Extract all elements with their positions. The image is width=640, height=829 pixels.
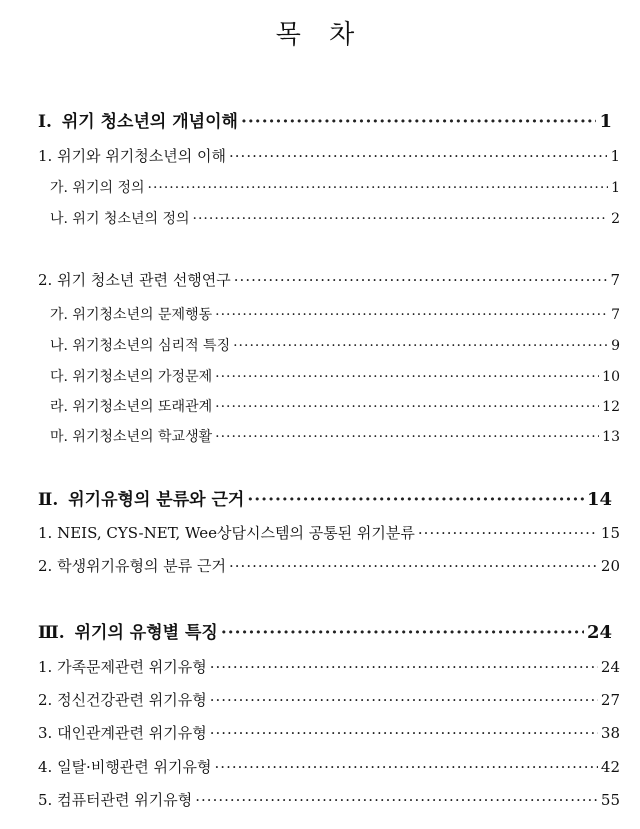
section-numeral: Ⅰ. (38, 112, 52, 132)
toc-entry[interactable] (50, 304, 620, 324)
page-number: 1 (611, 180, 620, 196)
dot-leader (418, 524, 598, 542)
toc-entry-label: 2. 위기 청소년 관련 선행연구 (38, 271, 231, 289)
section-heading-label (38, 485, 244, 510)
toc-entry[interactable] (38, 689, 620, 710)
page-number: 7 (610, 271, 620, 289)
toc-entry-label: 2. 정신건강관련 위기유형 (38, 691, 207, 709)
toc-entry[interactable] (38, 555, 620, 576)
dot-leader (215, 399, 599, 415)
page-number: 1 (610, 147, 620, 165)
page-number: 7 (611, 307, 620, 323)
section-heading-text: 위기 청소년의 개념이해 (61, 112, 238, 132)
dot-leader (233, 338, 608, 354)
toc-entry[interactable] (50, 426, 620, 446)
dot-leader (229, 147, 607, 165)
page-number: 12 (602, 399, 620, 415)
page-number: 1 (599, 111, 612, 132)
toc-entry[interactable] (38, 522, 620, 543)
page-number: 27 (600, 691, 620, 709)
toc-entry[interactable] (50, 396, 620, 416)
dot-leader (247, 490, 584, 510)
dot-leader (215, 307, 608, 323)
dot-leader (234, 271, 608, 289)
toc-entry-label: 1. 가족문제관련 위기유형 (38, 658, 207, 676)
toc-entry[interactable] (50, 208, 620, 228)
toc-entry[interactable] (38, 756, 620, 777)
page-number: 24 (600, 658, 620, 676)
page-number: 38 (600, 724, 620, 742)
dot-leader (210, 724, 598, 742)
dot-leader (148, 180, 609, 196)
dot-leader (210, 658, 598, 676)
section-numeral: Ⅲ. (38, 623, 65, 643)
page-number: 10 (602, 369, 620, 385)
toc-entry-label: 다. 위기청소년의 가정문제 (50, 369, 213, 385)
dot-leader (221, 623, 584, 643)
toc-section-heading[interactable] (38, 618, 612, 643)
page-number: 14 (586, 489, 612, 510)
page-number: 2 (611, 211, 620, 227)
toc-section-heading[interactable] (38, 107, 612, 132)
section-heading-text: 위기의 유형별 특징 (74, 623, 218, 643)
toc-entry[interactable] (38, 656, 620, 677)
page-number: 15 (600, 524, 620, 542)
toc-entry[interactable] (38, 145, 620, 166)
toc-entry-label: 1. 위기와 위기청소년의 이해 (38, 147, 227, 165)
section-numeral: Ⅱ. (38, 490, 59, 510)
toc-entry-label: 1. NEIS, CYS-NET, Wee상담시스템의 공통된 위기분류 (38, 524, 415, 542)
dot-leader (229, 557, 598, 575)
toc-entry-label: 나. 위기 청소년의 정의 (50, 211, 190, 227)
dot-leader (195, 791, 598, 809)
section-heading-label (38, 107, 238, 132)
toc-entry-label: 4. 일탈·비행관련 위기유형 (38, 758, 212, 776)
page-number: 20 (600, 557, 620, 575)
dot-leader (241, 112, 597, 132)
toc-entry-label: 가. 위기의 정의 (50, 180, 145, 196)
page-number: 24 (586, 622, 612, 643)
toc-entry[interactable] (50, 335, 620, 355)
toc-entry-label: 라. 위기청소년의 또래관계 (50, 399, 213, 415)
toc-entry-label: 마. 위기청소년의 학교생활 (50, 429, 213, 445)
dot-leader (215, 369, 599, 385)
toc-entry-label: 가. 위기청소년의 문제행동 (50, 307, 213, 323)
toc-entry-label: 3. 대인관계관련 위기유형 (38, 724, 207, 742)
section-heading-label (38, 618, 218, 643)
toc-entry[interactable] (38, 269, 620, 290)
toc-entry[interactable] (50, 366, 620, 386)
toc-entry[interactable] (38, 722, 620, 743)
toc-entry-label: 나. 위기청소년의 심리적 특징 (50, 338, 231, 354)
toc-entry[interactable] (50, 177, 620, 197)
dot-leader (215, 429, 599, 445)
dot-leader (210, 691, 598, 709)
toc-section-heading[interactable] (38, 485, 612, 510)
page-number: 55 (600, 791, 620, 809)
toc-entry-label: 2. 학생위기유형의 분류 근거 (38, 557, 227, 575)
page-number: 9 (611, 338, 620, 354)
section-heading-text: 위기유형의 분류와 근거 (68, 490, 245, 510)
page-number: 13 (602, 429, 620, 445)
toc-entry-label: 5. 컴퓨터관련 위기유형 (38, 791, 193, 809)
dot-leader (215, 758, 598, 776)
page-title: 목 차 (275, 20, 365, 50)
toc-entry[interactable] (38, 789, 620, 810)
dot-leader (193, 211, 609, 227)
page-number: 42 (600, 758, 620, 776)
